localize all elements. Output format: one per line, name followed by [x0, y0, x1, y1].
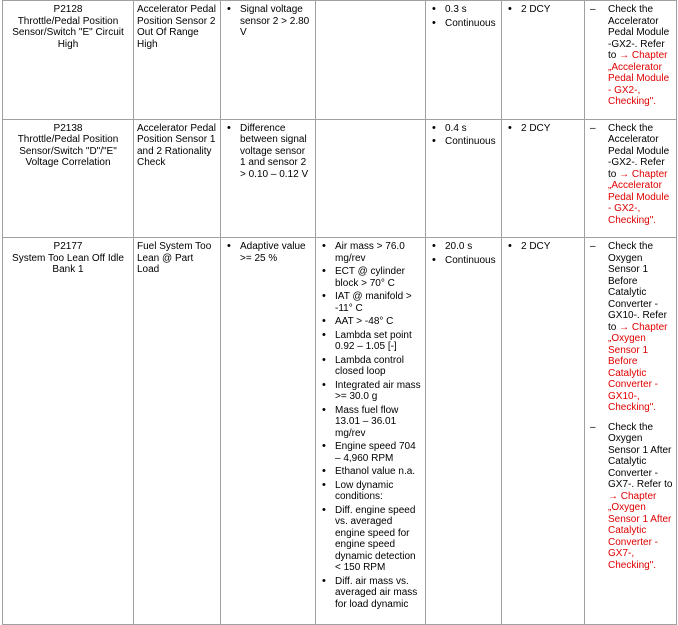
dcy-cell	[502, 119, 585, 238]
chapter-link[interactable]: → Chapter „Accelerator Pedal Module - GX2-, Checking".	[608, 168, 670, 226]
corrective-action-list	[588, 123, 673, 227]
corrective-action	[588, 123, 673, 227]
enable-condition-list	[319, 241, 422, 610]
dtc-code-description: System Too Lean Off Idle Bank 1	[12, 252, 124, 275]
dcy-value-list	[505, 241, 581, 253]
time-value: • 20.0 s	[429, 241, 498, 253]
corrective-action	[588, 4, 673, 108]
table-row	[3, 1, 677, 120]
enable-condition: • Mass fuel flow 13.01 – 36.01 mg/rev	[319, 405, 422, 440]
enable-condition: • Engine speed 704 – 4,960 RPM	[319, 441, 422, 464]
enable-conditions-cell	[316, 119, 426, 238]
corrective-action-list	[588, 4, 673, 108]
fault-description-cell	[134, 238, 221, 625]
enable-condition: • Low dynamic conditions:	[319, 480, 422, 503]
dtc-code-cell	[3, 1, 134, 120]
malfunction-criterion: • Signal voltage sensor 2 > 2.80 V	[224, 4, 312, 39]
fault-description: Accelerator Pedal Position Sensor 1 and 2 Rationality Check	[137, 122, 216, 168]
malfunction-criterion-list	[224, 4, 312, 39]
fault-description-cell	[134, 119, 221, 238]
dcy-cell	[502, 238, 585, 625]
enable-conditions-cell	[316, 1, 426, 120]
dtc-code-description: Throttle/Pedal Position Sensor/Switch "E" Circuit High	[12, 15, 124, 50]
fault-description: Accelerator Pedal Position Sensor 2 Out Of Range High	[137, 4, 216, 50]
corrective-action	[588, 241, 673, 414]
time-value: • 0.4 s	[429, 123, 498, 135]
dtc-code: P2177	[53, 241, 83, 252]
enable-condition: • Ethanol value n.a.	[319, 466, 422, 478]
enable-condition: • Lambda control closed loop	[319, 355, 422, 378]
time-value-list	[429, 4, 498, 29]
dtc-code: P2128	[53, 4, 83, 15]
corrective-action-text: Check the Accelerator Pedal Module -GX2-. Refer to	[608, 122, 670, 180]
enable-condition: • Diff. engine speed vs. averaged engine speed for engine speed dynamic detection < 150 RPM	[319, 505, 422, 574]
enable-condition: • AAT > -48° C	[319, 316, 422, 328]
dtc-code-cell	[3, 119, 134, 238]
time-value: • Continuous	[429, 136, 498, 148]
enable-condition: • Lambda set point 0.92 – 1.05 [-]	[319, 330, 422, 353]
malfunction-criteria-cell	[221, 119, 316, 238]
time-value-list	[429, 241, 498, 266]
enable-conditions-cell	[316, 238, 426, 625]
dcy-cell	[502, 1, 585, 120]
malfunction-criterion-list	[224, 241, 312, 264]
corrective-action-text: Check the Accelerator Pedal Module -GX2-. Refer to	[608, 4, 670, 61]
chapter-link[interactable]: → Chapter „Oxygen Sensor 1 Before Catalytic Converter - GX10-, Checking".	[608, 321, 668, 413]
fault-description-cell	[134, 1, 221, 120]
dtc-code-cell	[3, 238, 134, 625]
enable-condition: • Diff. air mass vs. averaged air mass for load dynamic	[319, 576, 422, 611]
dcy-value-list	[505, 123, 581, 135]
dcy-value-list	[505, 4, 581, 16]
enable-condition: • Integrated air mass >= 30.0 g	[319, 380, 422, 403]
time-required-cell	[426, 1, 502, 120]
corrective-action-text: Check the Oxygen Sensor 1 After Catalytic Converter - GX7-. Refer to	[608, 421, 673, 490]
chapter-link[interactable]: → Chapter „Oxygen Sensor 1 After Catalytic Converter - GX7-, Checking".	[608, 490, 672, 571]
corrective-action-cell	[585, 1, 677, 120]
enable-condition: • IAT @ manifold > -11° C	[319, 291, 422, 314]
dtc-code: P2138	[53, 122, 83, 134]
corrective-action-list	[588, 241, 673, 571]
corrective-action-cell	[585, 238, 677, 625]
malfunction-criteria-cell	[221, 1, 316, 120]
fault-description: Fuel System Too Lean @ Part Load	[137, 241, 212, 275]
time-value: • Continuous	[429, 18, 498, 30]
malfunction-criterion: • Adaptive value >= 25 %	[224, 241, 312, 264]
chapter-link[interactable]: → Chapter „Accelerator Pedal Module - GX2-, Checking".	[608, 50, 670, 107]
dcy-value: • 2 DCY	[505, 123, 581, 135]
dtc-code-description: Throttle/Pedal Position Sensor/Switch "D"/"E" Voltage Correlation	[17, 134, 119, 168]
time-value: • Continuous	[429, 255, 498, 267]
corrective-action-text: Check the Oxygen Sensor 1 Before Catalytic Converter - GX10-. Refer to	[608, 241, 667, 333]
table-row	[3, 119, 677, 238]
corrective-action-cell	[585, 119, 677, 238]
enable-condition: • ECT @ cylinder block > 70° C	[319, 266, 422, 289]
dcy-value: • 2 DCY	[505, 241, 581, 253]
malfunction-criterion: • Difference between signal voltage sensor 1 and sensor 2 > 0.10 – 0.12 V	[224, 123, 312, 181]
malfunction-criterion-list	[224, 123, 312, 181]
malfunction-criteria-cell	[221, 238, 316, 625]
time-required-cell	[426, 119, 502, 238]
dtc-table-body	[3, 1, 677, 625]
time-required-cell	[426, 238, 502, 625]
table-row	[3, 238, 677, 625]
corrective-action	[588, 422, 673, 572]
dcy-value: • 2 DCY	[505, 4, 581, 16]
time-value-list	[429, 123, 498, 148]
enable-condition: • Air mass > 76.0 mg/rev	[319, 241, 422, 264]
time-value: • 0.3 s	[429, 4, 498, 16]
dtc-table	[2, 0, 677, 625]
